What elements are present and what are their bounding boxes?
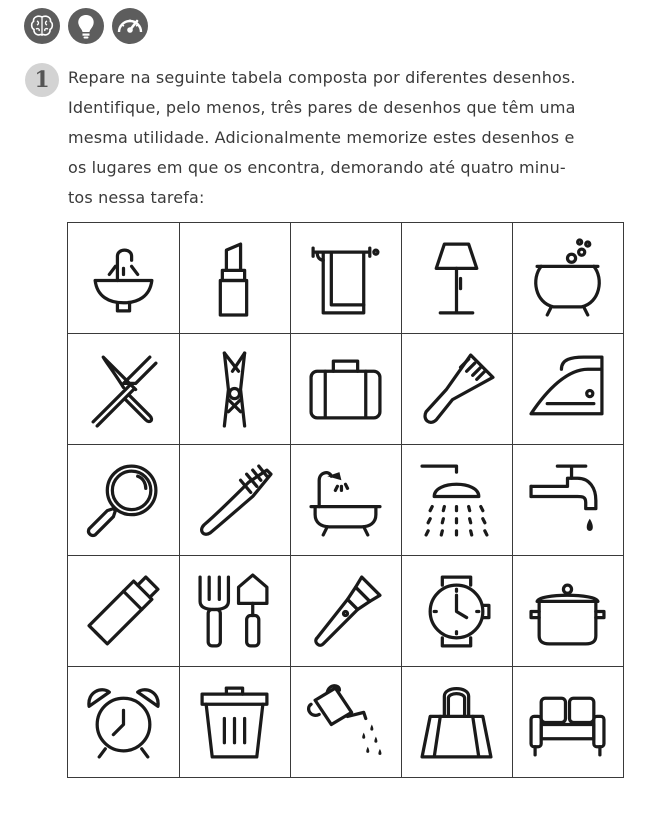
exercise-number: 1 — [34, 67, 50, 93]
clothes-iron-icon — [527, 349, 608, 430]
table-cell — [290, 334, 401, 445]
speedometer-icon — [112, 8, 148, 44]
flashlight-icon — [305, 571, 386, 652]
table-cell — [401, 445, 512, 556]
water-tap-icon — [527, 460, 608, 541]
table-cell — [68, 445, 179, 556]
floor-lamp-icon — [416, 238, 497, 319]
table-cell — [179, 223, 290, 334]
brain-icon — [24, 8, 60, 44]
table-cell — [401, 667, 512, 778]
bathtub-icon — [305, 460, 386, 541]
cooking-pot-icon — [527, 571, 608, 652]
lipstick-icon — [194, 238, 275, 319]
table-cell — [401, 556, 512, 667]
table-cell — [68, 667, 179, 778]
lightbulb-icon — [68, 8, 104, 44]
instruction-line: tos nessa tarefa: — [68, 188, 205, 207]
table-cell — [290, 667, 401, 778]
handbag-icon — [416, 682, 497, 763]
towel-rack-icon — [305, 238, 386, 319]
table-cell — [512, 445, 623, 556]
alarm-clock-icon — [83, 682, 164, 763]
table-cell — [512, 667, 623, 778]
instruction-line: Repare na seguinte tabela composta por diferentes desenhos. — [68, 68, 576, 87]
table-cell — [68, 556, 179, 667]
table-cell — [179, 667, 290, 778]
table-cell — [512, 334, 623, 445]
toothpaste-tube-icon — [83, 571, 164, 652]
cauldron-icon — [527, 238, 608, 319]
instruction-line: os lugares em que os encontra, demorando até quatro minu- — [68, 158, 566, 177]
instruction-line: mesma utilidade. Adicionalmente memorize estes desenhos e — [68, 128, 575, 147]
table-cell — [68, 334, 179, 445]
table-cell — [401, 334, 512, 445]
hand-mirror-icon — [83, 460, 164, 541]
drawings-table — [67, 222, 624, 778]
table-cell — [290, 223, 401, 334]
sofa-icon — [527, 682, 608, 763]
exercise-number-badge — [25, 63, 59, 97]
table-cell — [512, 223, 623, 334]
trash-bin-icon — [194, 682, 275, 763]
table-cell — [179, 556, 290, 667]
comb-icon — [416, 349, 497, 430]
table-cell — [179, 334, 290, 445]
table-cell — [512, 556, 623, 667]
wristwatch-icon — [416, 571, 497, 652]
table-cell — [179, 445, 290, 556]
table-cell — [290, 556, 401, 667]
clothespin-icon — [194, 349, 275, 430]
exercise-instructions — [68, 63, 653, 213]
toothbrush-icon — [194, 460, 275, 541]
sink-icon — [83, 238, 164, 319]
suitcase-icon — [305, 349, 386, 430]
instruction-line: Identifique, pelo menos, três pares de desenhos que têm uma — [68, 98, 576, 117]
watering-can-icon — [305, 682, 386, 763]
table-cell — [401, 223, 512, 334]
shower-head-icon — [416, 460, 497, 541]
table-cell — [290, 445, 401, 556]
fork-knife-icon — [83, 349, 164, 430]
header-badges — [24, 8, 148, 44]
table-cell — [68, 223, 179, 334]
garden-tools-icon — [194, 571, 275, 652]
